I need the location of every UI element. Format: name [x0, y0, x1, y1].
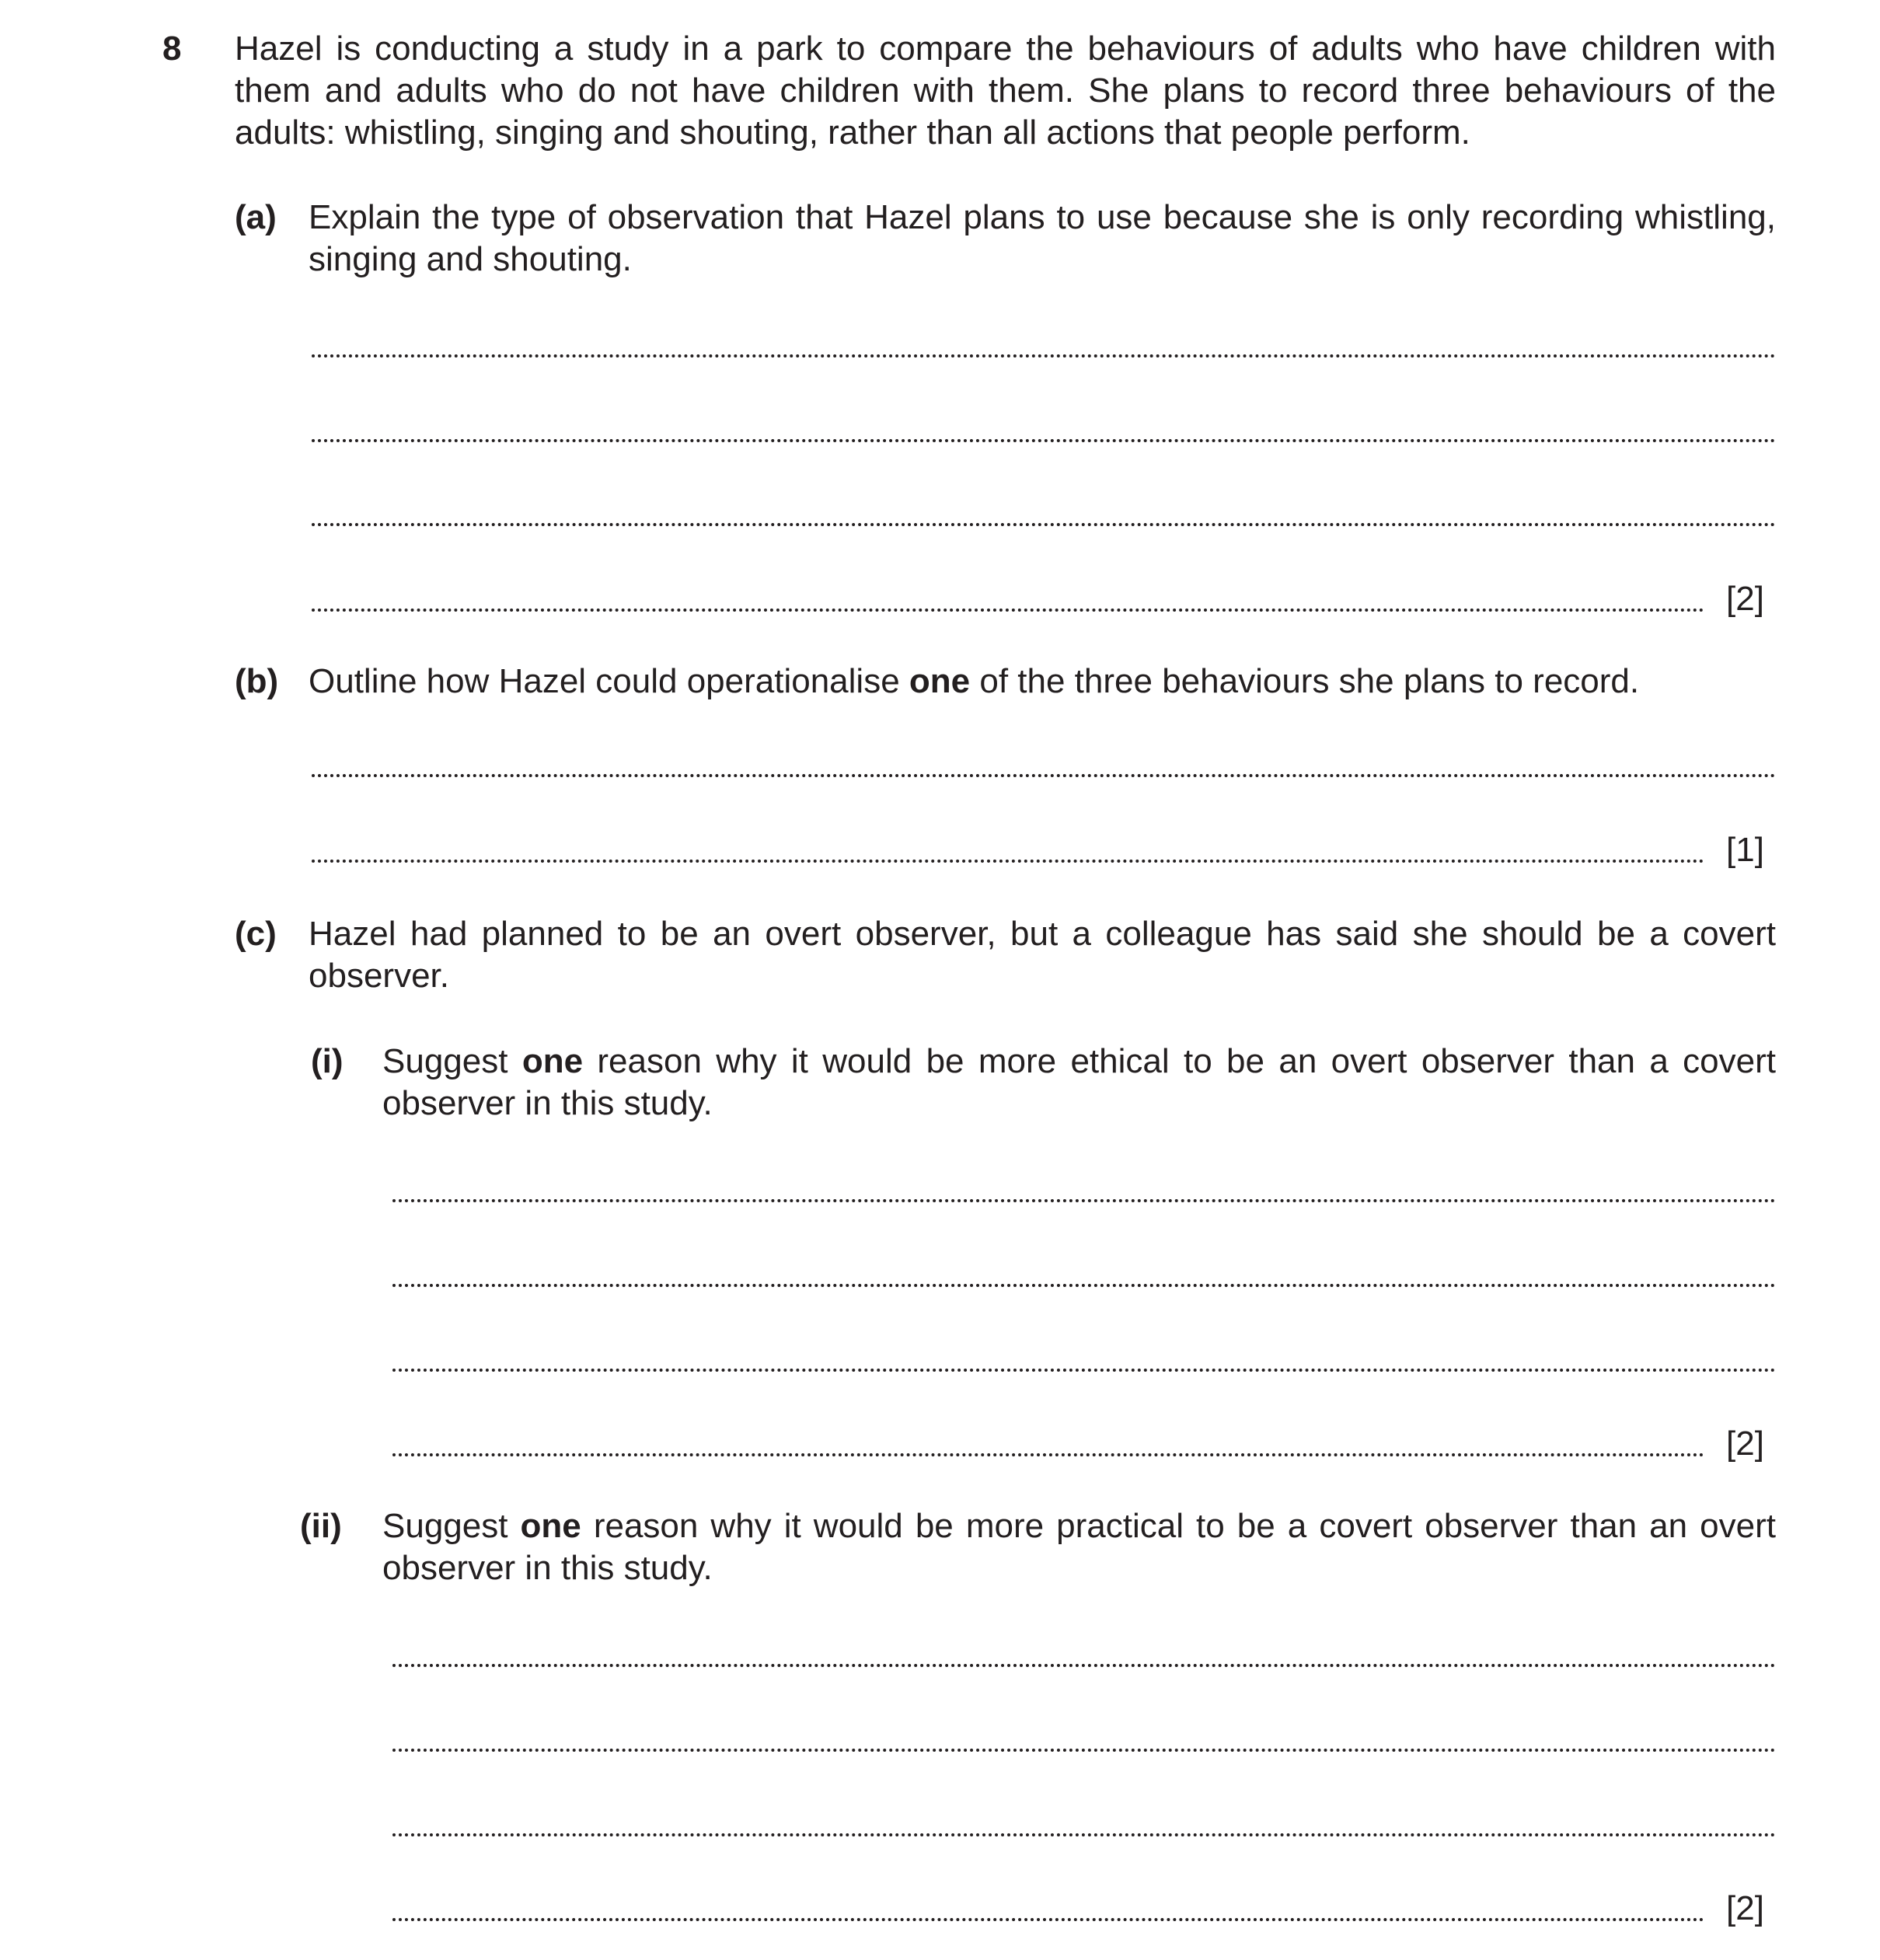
part-a-label: (a) — [235, 198, 277, 236]
marks-c-i: [2] — [1726, 1425, 1764, 1463]
answer-line-b-2[interactable] — [312, 860, 1704, 863]
part-c-ii-text-before: Suggest — [382, 1507, 521, 1545]
part-c-label: (c) — [235, 915, 277, 953]
part-c-ii-text-after: reason why it would be more practical to be a covert observer than an overt observer in this study. — [382, 1507, 1776, 1587]
marks-a: [2] — [1726, 580, 1764, 618]
answer-line-a-2[interactable] — [312, 439, 1776, 442]
answer-line-a-1[interactable] — [312, 354, 1776, 357]
part-c-text: Hazel had planned to be an overt observer, but a colleague has said she should be a covert observer. — [309, 915, 1776, 995]
answer-line-c-ii-3[interactable] — [392, 1833, 1776, 1836]
part-b-text-after: of the three behaviours she plans to record. — [970, 662, 1640, 700]
part-c-i-text-after: reason why it would be more ethical to be an overt observer than a covert observer in this study. — [382, 1042, 1776, 1122]
part-b-label: (b) — [235, 662, 279, 700]
part-a-text: Explain the type of observation that Hazel plans to use because she is only recording whistling, singing and shouting. — [309, 198, 1776, 278]
answer-line-a-3[interactable] — [312, 523, 1776, 526]
part-c-ii-text-bold: one — [520, 1507, 581, 1545]
question-number: 8 — [162, 30, 182, 68]
part-b-text — [309, 661, 1776, 703]
answer-line-c-i-2[interactable] — [392, 1284, 1776, 1287]
answer-line-b-1[interactable] — [312, 774, 1776, 777]
marks-c-ii: [2] — [1726, 1889, 1764, 1927]
part-c-i-text-before: Suggest — [382, 1042, 522, 1080]
question-stem: Hazel is conducting a study in a park to compare the behaviours of adults who have children with them and adults who do not have children with them. She plans to record three behaviours of the adults: whistling, singing and shouting, rather than all actions that people perform. — [235, 30, 1776, 152]
answer-line-c-i-4[interactable] — [392, 1453, 1704, 1456]
part-c-ii-label: (ii) — [300, 1507, 342, 1545]
answer-line-c-ii-4[interactable] — [392, 1918, 1704, 1921]
answer-line-c-ii-2[interactable] — [392, 1749, 1776, 1752]
marks-b: [1] — [1726, 831, 1764, 869]
part-b-text-before: Outline how Hazel could operationalise — [309, 662, 909, 700]
part-c-ii-text — [382, 1505, 1776, 1589]
answer-line-c-ii-1[interactable] — [392, 1664, 1776, 1667]
part-b-text-bold: one — [909, 662, 971, 700]
answer-line-c-i-3[interactable] — [392, 1369, 1776, 1372]
part-c-i-label: (i) — [311, 1042, 344, 1080]
part-c-i-text — [382, 1041, 1776, 1125]
answer-line-c-i-1[interactable] — [392, 1199, 1776, 1202]
answer-line-a-4[interactable] — [312, 609, 1704, 612]
part-c-i-text-bold: one — [521, 1042, 584, 1080]
